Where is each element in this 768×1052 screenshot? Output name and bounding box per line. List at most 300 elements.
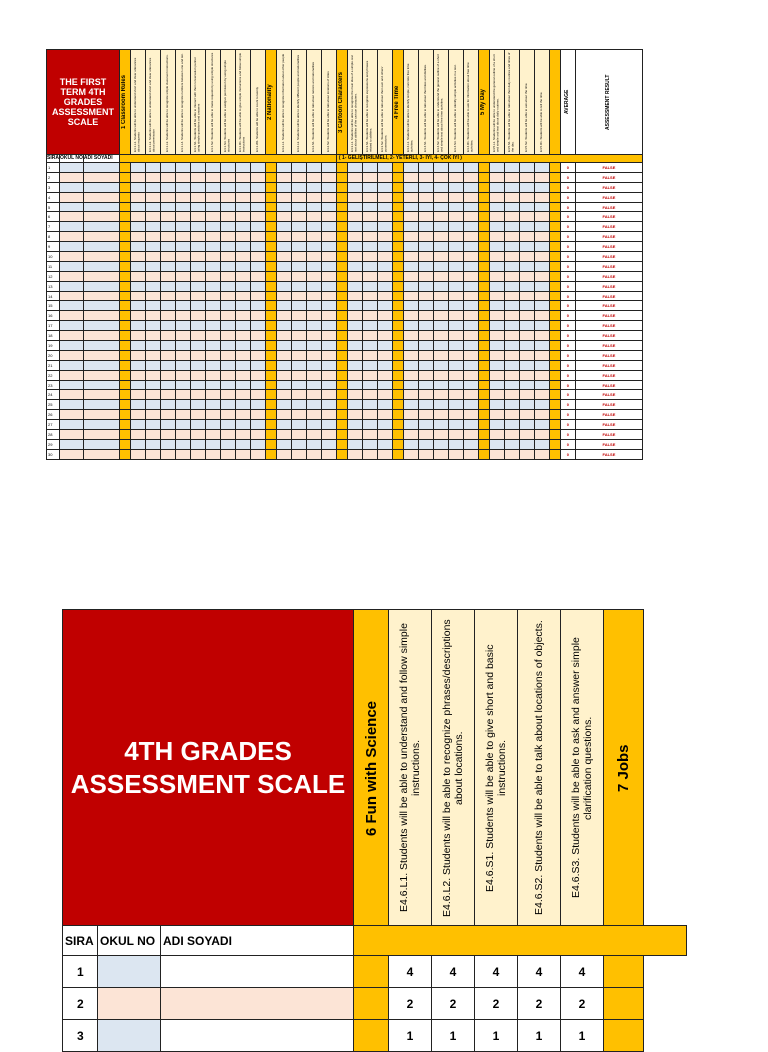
score-cell[interactable] (130, 261, 145, 271)
score-cell[interactable] (235, 430, 250, 440)
score-cell[interactable] (504, 360, 519, 370)
score-cell[interactable] (145, 212, 160, 222)
score-cell[interactable] (448, 192, 463, 202)
score-cell[interactable] (433, 341, 448, 351)
score-cell[interactable] (205, 439, 220, 449)
student-name-cell[interactable] (83, 410, 119, 420)
score-cell[interactable] (403, 331, 418, 341)
student-name-cell[interactable] (83, 182, 119, 192)
score-cell[interactable] (321, 271, 336, 281)
score-cell[interactable] (433, 291, 448, 301)
score-cell[interactable] (519, 449, 534, 459)
score-cell[interactable] (190, 261, 205, 271)
score-cell[interactable] (448, 242, 463, 252)
score-cell[interactable] (448, 222, 463, 232)
score-cell[interactable] (205, 311, 220, 321)
score-cell[interactable] (175, 261, 190, 271)
score-cell[interactable] (347, 311, 362, 321)
score-cell[interactable] (321, 410, 336, 420)
score-cell[interactable] (220, 281, 235, 291)
score-cell[interactable] (190, 420, 205, 430)
score-cell[interactable] (448, 380, 463, 390)
score-cell[interactable] (347, 321, 362, 331)
score-cell[interactable] (190, 252, 205, 262)
score-cell[interactable] (504, 242, 519, 252)
score-cell[interactable] (433, 192, 448, 202)
score-cell[interactable] (403, 222, 418, 232)
score-cell[interactable] (362, 252, 377, 262)
score-cell[interactable] (519, 321, 534, 331)
score-cell[interactable] (489, 242, 504, 252)
score-cell[interactable] (306, 271, 321, 281)
score-cell[interactable] (306, 311, 321, 321)
score-cell[interactable] (433, 182, 448, 192)
student-number-cell[interactable] (98, 956, 161, 988)
score-cell[interactable] (448, 252, 463, 262)
score-cell[interactable] (463, 360, 478, 370)
student-name-cell[interactable] (83, 261, 119, 271)
score-cell[interactable] (160, 350, 175, 360)
score-cell[interactable] (250, 420, 265, 430)
score-cell[interactable] (362, 321, 377, 331)
score-cell[interactable] (205, 163, 220, 173)
score-cell[interactable] (433, 430, 448, 440)
score-cell[interactable] (403, 439, 418, 449)
score-cell[interactable] (250, 430, 265, 440)
score-cell[interactable] (306, 163, 321, 173)
score-cell[interactable] (306, 380, 321, 390)
score-cell[interactable] (433, 232, 448, 242)
score-cell[interactable] (235, 331, 250, 341)
score-cell[interactable] (463, 242, 478, 252)
score-cell[interactable] (519, 261, 534, 271)
score-cell[interactable] (463, 449, 478, 459)
score-cell[interactable] (235, 341, 250, 351)
score-cell[interactable] (190, 301, 205, 311)
score-cell[interactable] (130, 331, 145, 341)
score-cell[interactable] (463, 439, 478, 449)
score-cell[interactable] (362, 271, 377, 281)
score-cell[interactable] (190, 291, 205, 301)
score-cell[interactable] (190, 410, 205, 420)
score-cell[interactable] (220, 232, 235, 242)
score-cell[interactable] (321, 449, 336, 459)
score-cell[interactable] (362, 163, 377, 173)
student-number-cell[interactable] (59, 271, 83, 281)
score-cell[interactable] (448, 390, 463, 400)
score-cell[interactable] (291, 222, 306, 232)
score-cell[interactable] (220, 222, 235, 232)
score-cell[interactable] (276, 182, 291, 192)
score-cell[interactable] (403, 291, 418, 301)
score-cell[interactable] (276, 350, 291, 360)
score-cell[interactable] (321, 172, 336, 182)
score-cell[interactable] (504, 232, 519, 242)
score-cell[interactable] (321, 301, 336, 311)
score-cell[interactable] (220, 192, 235, 202)
score-cell[interactable] (519, 439, 534, 449)
score-cell[interactable] (403, 281, 418, 291)
student-name-cell[interactable] (83, 172, 119, 182)
score-cell[interactable] (235, 232, 250, 242)
score-cell[interactable] (130, 202, 145, 212)
score-cell[interactable] (175, 182, 190, 192)
score-cell[interactable] (403, 430, 418, 440)
score-cell[interactable] (250, 192, 265, 202)
score-cell[interactable] (377, 390, 392, 400)
score-cell[interactable] (377, 301, 392, 311)
score-cell[interactable] (306, 430, 321, 440)
score-cell[interactable] (276, 410, 291, 420)
score-cell[interactable] (291, 271, 306, 281)
score-cell[interactable] (448, 370, 463, 380)
score-cell[interactable] (145, 301, 160, 311)
score-cell[interactable] (130, 281, 145, 291)
score-cell[interactable] (519, 163, 534, 173)
score-cell[interactable] (205, 410, 220, 420)
score-cell[interactable] (190, 390, 205, 400)
score-cell[interactable] (347, 271, 362, 281)
score-cell[interactable] (463, 212, 478, 222)
score-cell[interactable] (448, 360, 463, 370)
score-cell[interactable] (190, 321, 205, 331)
score-cell[interactable] (418, 252, 433, 262)
score-cell[interactable] (250, 331, 265, 341)
score-cell[interactable] (235, 321, 250, 331)
score-cell[interactable] (276, 430, 291, 440)
score-cell[interactable] (347, 380, 362, 390)
score-cell[interactable] (306, 449, 321, 459)
score-cell[interactable] (306, 202, 321, 212)
score-cell[interactable] (403, 400, 418, 410)
score-cell[interactable] (291, 311, 306, 321)
score-cell[interactable] (377, 212, 392, 222)
score-cell[interactable] (403, 242, 418, 252)
score-cell[interactable] (220, 430, 235, 440)
score-cell[interactable] (205, 430, 220, 440)
score-cell[interactable] (160, 192, 175, 202)
score-cell[interactable] (534, 182, 549, 192)
score-cell[interactable] (347, 390, 362, 400)
score-cell[interactable] (418, 172, 433, 182)
score-cell[interactable] (205, 271, 220, 281)
score-cell[interactable] (205, 291, 220, 301)
score-cell[interactable] (489, 222, 504, 232)
score-cell[interactable] (175, 449, 190, 459)
student-name-cell[interactable] (83, 350, 119, 360)
score-cell[interactable] (175, 301, 190, 311)
score-cell[interactable] (377, 271, 392, 281)
score-cell[interactable] (489, 400, 504, 410)
score-cell[interactable]: 1 (475, 1020, 518, 1052)
score-cell[interactable] (448, 439, 463, 449)
score-cell[interactable] (448, 301, 463, 311)
score-cell[interactable] (205, 232, 220, 242)
score-cell[interactable] (306, 341, 321, 351)
score-cell[interactable] (534, 232, 549, 242)
score-cell[interactable] (130, 341, 145, 351)
score-cell[interactable] (377, 331, 392, 341)
score-cell[interactable] (448, 163, 463, 173)
score-cell[interactable] (250, 271, 265, 281)
score-cell[interactable] (190, 232, 205, 242)
score-cell[interactable] (145, 400, 160, 410)
score-cell[interactable] (276, 242, 291, 252)
score-cell[interactable] (534, 360, 549, 370)
score-cell[interactable] (160, 449, 175, 459)
score-cell[interactable] (175, 163, 190, 173)
score-cell[interactable] (160, 202, 175, 212)
student-name-cell[interactable] (83, 271, 119, 281)
score-cell[interactable] (321, 311, 336, 321)
score-cell[interactable] (418, 410, 433, 420)
score-cell[interactable] (403, 271, 418, 281)
score-cell[interactable] (160, 212, 175, 222)
score-cell[interactable] (377, 222, 392, 232)
score-cell[interactable] (130, 360, 145, 370)
score-cell[interactable] (448, 232, 463, 242)
score-cell[interactable] (377, 420, 392, 430)
score-cell[interactable] (190, 212, 205, 222)
score-cell[interactable] (205, 252, 220, 262)
score-cell[interactable] (347, 439, 362, 449)
score-cell[interactable] (448, 281, 463, 291)
score-cell[interactable] (377, 410, 392, 420)
score-cell[interactable] (220, 331, 235, 341)
score-cell[interactable] (306, 281, 321, 291)
score-cell[interactable] (235, 242, 250, 252)
score-cell[interactable] (205, 321, 220, 331)
student-name-cell[interactable] (83, 163, 119, 173)
score-cell[interactable] (504, 439, 519, 449)
student-number-cell[interactable] (59, 400, 83, 410)
score-cell[interactable] (463, 430, 478, 440)
score-cell[interactable] (347, 400, 362, 410)
score-cell[interactable] (160, 321, 175, 331)
score-cell[interactable] (205, 172, 220, 182)
score-cell[interactable] (306, 182, 321, 192)
score-cell[interactable] (235, 390, 250, 400)
score-cell[interactable] (175, 350, 190, 360)
score-cell[interactable] (504, 331, 519, 341)
score-cell[interactable] (145, 192, 160, 202)
student-name-cell[interactable] (83, 192, 119, 202)
score-cell[interactable] (235, 420, 250, 430)
student-number-cell[interactable] (59, 420, 83, 430)
score-cell[interactable] (519, 281, 534, 291)
score-cell[interactable] (160, 341, 175, 351)
score-cell[interactable] (362, 400, 377, 410)
student-number-cell[interactable] (98, 988, 161, 1020)
score-cell[interactable] (250, 321, 265, 331)
score-cell[interactable] (235, 370, 250, 380)
score-cell[interactable] (235, 380, 250, 390)
score-cell[interactable] (276, 380, 291, 390)
score-cell[interactable] (448, 212, 463, 222)
score-cell[interactable] (321, 291, 336, 301)
score-cell[interactable] (145, 360, 160, 370)
score-cell[interactable] (377, 232, 392, 242)
score-cell[interactable] (220, 390, 235, 400)
score-cell[interactable] (347, 281, 362, 291)
score-cell[interactable] (145, 439, 160, 449)
score-cell[interactable] (534, 192, 549, 202)
score-cell[interactable] (519, 400, 534, 410)
score-cell[interactable] (489, 390, 504, 400)
score-cell[interactable] (377, 321, 392, 331)
score-cell[interactable] (433, 370, 448, 380)
score-cell[interactable] (418, 370, 433, 380)
score-cell[interactable] (175, 331, 190, 341)
score-cell[interactable] (504, 172, 519, 182)
score-cell[interactable] (463, 252, 478, 262)
score-cell[interactable] (190, 222, 205, 232)
score-cell[interactable] (377, 182, 392, 192)
score-cell[interactable] (362, 331, 377, 341)
score-cell[interactable] (145, 321, 160, 331)
score-cell[interactable] (291, 182, 306, 192)
score-cell[interactable] (175, 341, 190, 351)
score-cell[interactable] (130, 192, 145, 202)
score-cell[interactable] (205, 182, 220, 192)
score-cell[interactable] (433, 420, 448, 430)
score-cell[interactable] (377, 439, 392, 449)
student-name-cell[interactable] (83, 341, 119, 351)
score-cell[interactable] (433, 252, 448, 262)
score-cell[interactable] (403, 202, 418, 212)
score-cell[interactable] (321, 202, 336, 212)
score-cell[interactable] (433, 331, 448, 341)
score-cell[interactable] (190, 430, 205, 440)
score-cell[interactable] (489, 370, 504, 380)
score-cell[interactable] (190, 281, 205, 291)
score-cell[interactable] (418, 242, 433, 252)
score-cell[interactable] (362, 172, 377, 182)
score-cell[interactable] (160, 163, 175, 173)
score-cell[interactable] (504, 291, 519, 301)
score-cell[interactable] (160, 370, 175, 380)
score-cell[interactable] (418, 449, 433, 459)
score-cell[interactable] (145, 271, 160, 281)
score-cell[interactable] (145, 242, 160, 252)
score-cell[interactable] (463, 182, 478, 192)
student-name-cell[interactable] (83, 449, 119, 459)
score-cell[interactable] (504, 202, 519, 212)
score-cell[interactable] (519, 172, 534, 182)
score-cell[interactable] (519, 430, 534, 440)
score-cell[interactable] (534, 390, 549, 400)
score-cell[interactable] (534, 350, 549, 360)
score-cell[interactable] (321, 212, 336, 222)
score-cell[interactable] (190, 350, 205, 360)
score-cell[interactable] (145, 370, 160, 380)
score-cell[interactable] (403, 163, 418, 173)
score-cell[interactable] (519, 341, 534, 351)
score-cell[interactable] (235, 311, 250, 321)
score-cell[interactable] (175, 370, 190, 380)
score-cell[interactable] (519, 271, 534, 281)
score-cell[interactable] (160, 271, 175, 281)
score-cell[interactable] (220, 400, 235, 410)
score-cell[interactable] (190, 360, 205, 370)
score-cell[interactable] (205, 360, 220, 370)
score-cell[interactable] (463, 420, 478, 430)
score-cell[interactable] (190, 331, 205, 341)
score-cell[interactable] (306, 321, 321, 331)
score-cell[interactable] (534, 331, 549, 341)
student-number-cell[interactable] (59, 380, 83, 390)
score-cell[interactable] (433, 321, 448, 331)
score-cell[interactable] (489, 212, 504, 222)
score-cell[interactable] (448, 291, 463, 301)
score-cell[interactable] (175, 172, 190, 182)
score-cell[interactable] (175, 420, 190, 430)
score-cell[interactable] (504, 380, 519, 390)
student-number-cell[interactable] (59, 202, 83, 212)
score-cell[interactable] (145, 380, 160, 390)
student-number-cell[interactable] (59, 281, 83, 291)
score-cell[interactable] (489, 172, 504, 182)
score-cell[interactable] (504, 410, 519, 420)
score-cell[interactable] (403, 172, 418, 182)
score-cell[interactable] (190, 380, 205, 390)
score-cell[interactable] (130, 172, 145, 182)
score-cell[interactable] (175, 242, 190, 252)
score-cell[interactable] (276, 202, 291, 212)
score-cell[interactable] (235, 449, 250, 459)
score-cell[interactable] (377, 281, 392, 291)
score-cell[interactable] (418, 271, 433, 281)
score-cell[interactable] (362, 222, 377, 232)
score-cell[interactable] (463, 350, 478, 360)
score-cell[interactable] (433, 301, 448, 311)
score-cell[interactable] (145, 430, 160, 440)
score-cell[interactable] (534, 301, 549, 311)
score-cell[interactable] (448, 341, 463, 351)
score-cell[interactable] (291, 331, 306, 341)
score-cell[interactable] (504, 163, 519, 173)
score-cell[interactable] (321, 439, 336, 449)
score-cell[interactable] (448, 430, 463, 440)
score-cell[interactable] (130, 242, 145, 252)
score-cell[interactable] (519, 360, 534, 370)
score-cell[interactable] (205, 261, 220, 271)
score-cell[interactable] (220, 360, 235, 370)
score-cell[interactable] (534, 172, 549, 182)
score-cell[interactable] (519, 420, 534, 430)
score-cell[interactable]: 2 (561, 988, 604, 1020)
score-cell[interactable] (250, 390, 265, 400)
score-cell[interactable] (160, 390, 175, 400)
score-cell[interactable] (321, 261, 336, 271)
score-cell[interactable] (306, 410, 321, 420)
score-cell[interactable] (205, 341, 220, 351)
score-cell[interactable] (534, 281, 549, 291)
score-cell[interactable] (276, 439, 291, 449)
score-cell[interactable] (291, 163, 306, 173)
score-cell[interactable]: 2 (389, 988, 432, 1020)
score-cell[interactable] (205, 281, 220, 291)
score-cell[interactable] (291, 370, 306, 380)
score-cell[interactable] (489, 410, 504, 420)
score-cell[interactable] (276, 271, 291, 281)
score-cell[interactable] (418, 261, 433, 271)
score-cell[interactable] (448, 261, 463, 271)
score-cell[interactable] (433, 360, 448, 370)
student-name-cell[interactable] (161, 1020, 354, 1052)
score-cell[interactable] (519, 242, 534, 252)
score-cell[interactable] (321, 420, 336, 430)
